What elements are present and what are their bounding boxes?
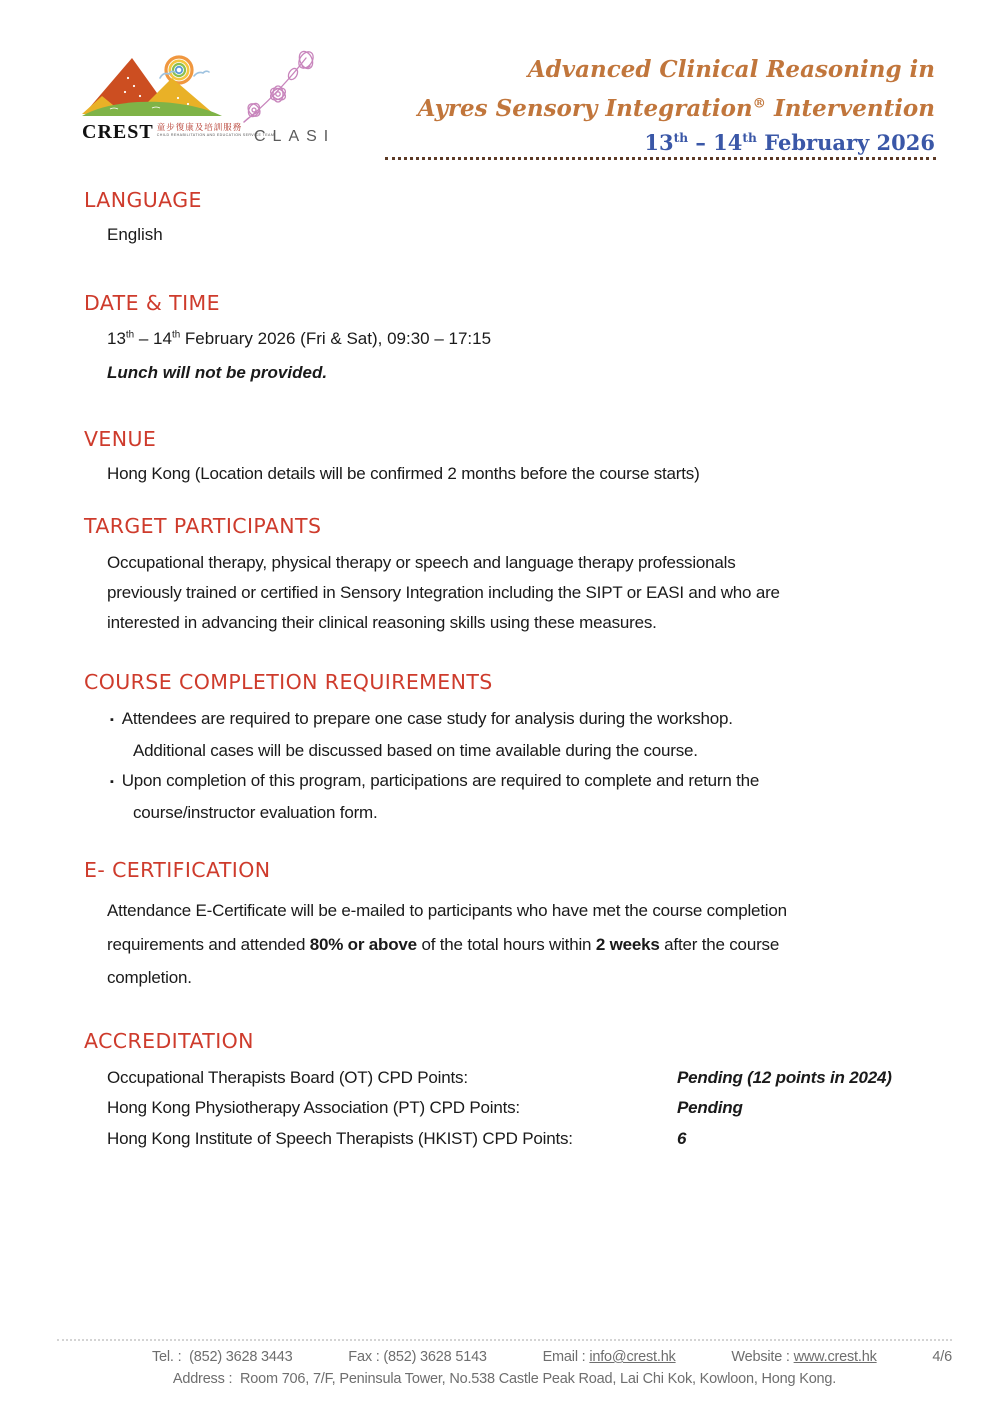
footer-address: Room 706, 7/F, Peninsula Tower, No.538 Castle Peak Road, Lai Chi Kok, Kowloon, Hong Kong.: [239, 1371, 837, 1387]
accreditation-row: [107, 1124, 935, 1155]
emphasis-text: 80% or above: [309, 934, 417, 954]
target-participants-paragraph: [107, 548, 935, 638]
footer-fax: Fax : (852) 3628 5143: [348, 1349, 487, 1365]
clasi-logo: [240, 48, 336, 145]
accreditation-value: Pending (12 points in 2024): [677, 1067, 892, 1087]
paragraph-line: requirements and attended 80% or above of the total hours within 2 weeks after the course: [107, 934, 780, 954]
square-bullet-icon: ▪: [110, 776, 114, 788]
lunch-note: Lunch will not be provided.: [107, 363, 328, 382]
list-item: ▪ Upon completion of this program, participations are required to complete and return the: [110, 771, 760, 790]
venue-value: Hong Kong (Location details will be confirmed 2 months before the course starts): [107, 464, 700, 483]
footer-dotted-divider: [57, 1339, 952, 1341]
course-date: 13th – 14th February 2026: [644, 130, 935, 155]
accreditation-row: [107, 1093, 935, 1124]
accreditation-label: Hong Kong Institute of Speech Therapists (HKIST) CPD Points:: [107, 1128, 573, 1148]
accreditation-label: Hong Kong Physiotherapy Association (PT) CPD Points:: [107, 1098, 520, 1117]
emphasis-text: 2 weeks: [595, 934, 660, 954]
crest-chinese-name: 童步復康及培訓服務: [156, 122, 243, 132]
language-heading: LANGUAGE: [84, 188, 202, 212]
footer-address-line: Address : Room 706, 7/F, Peninsula Tower, No.538 Castle Peak Road, Lai Chi Kok, Kowloon, Hong Kong.: [172, 1371, 837, 1387]
venue-heading: VENUE: [84, 427, 157, 451]
email-link[interactable]: info@crest.hk: [589, 1349, 676, 1365]
page-footer: [57, 1339, 952, 1387]
e-certification-paragraph: [107, 894, 935, 995]
paragraph-line: Occupational therapy, physical therapy or speech and language therapy professionals: [107, 553, 736, 572]
website-link[interactable]: www.crest.hk: [793, 1349, 877, 1365]
course-title-line2: Ayres Sensory Integration® Intervention: [417, 95, 935, 122]
crest-caption: CHILD REHABILITATION AND EDUCATION SERVICE TEAM: [156, 133, 275, 137]
accreditation-label: Occupational Therapists Board (OT) CPD Points:: [107, 1067, 468, 1087]
document-body: [0, 188, 992, 1154]
footer-tel: Tel. : (852) 3628 3443: [152, 1349, 293, 1365]
date-time-heading: DATE & TIME: [84, 291, 220, 315]
paragraph-line: interested in advancing their clinical reasoning skills using these measures.: [107, 613, 657, 632]
course-completion-list: [107, 704, 935, 828]
list-item-continuation: Additional cases will be discussed based on time available during the course.: [133, 740, 698, 760]
list-item: ▪ Attendees are required to prepare one case study for analysis during the workshop.: [110, 709, 733, 728]
e-certification-heading: E- CERTIFICATION: [84, 858, 271, 882]
header-dotted-divider: [385, 157, 936, 160]
paragraph-line: completion.: [107, 968, 192, 987]
page-number: 4/6: [932, 1349, 952, 1365]
paragraph-line: Attendance E-Certificate will be e-mailed to participants who have met the course completion: [107, 901, 787, 920]
footer-contact-line: [57, 1349, 952, 1365]
crest-mountain-sun-icon: [82, 52, 222, 116]
page-header: [0, 0, 992, 163]
accreditation-table: [107, 1063, 935, 1155]
list-item-continuation: course/instructor evaluation form.: [133, 802, 378, 822]
target-participants-heading: TARGET PARTICIPANTS: [84, 514, 322, 538]
course-title-block: [418, 50, 935, 157]
registered-trademark-symbol: ®: [752, 95, 766, 112]
language-value: English: [107, 225, 163, 244]
clasi-wordmark: CLASI: [254, 128, 336, 145]
crest-wordmark: [82, 121, 275, 143]
accreditation-heading: ACCREDITATION: [84, 1028, 254, 1053]
footer-website: Website : www.crest.hk: [731, 1349, 877, 1365]
accreditation-value: Pending: [677, 1098, 743, 1117]
course-title-line1: Advanced Clinical Reasoning in: [527, 56, 935, 83]
crest-acronym: CREST: [82, 121, 154, 143]
date-time-value: 13th – 14th February 2026 (Fri & Sat), 09:30 – 17:15: [107, 329, 492, 348]
crest-logo: [82, 52, 275, 143]
course-completion-heading: COURSE COMPLETION REQUIREMENTS: [84, 670, 493, 694]
footer-email: Email : info@crest.hk: [542, 1349, 676, 1365]
square-bullet-icon: ▪: [110, 714, 114, 726]
accreditation-row: [107, 1063, 935, 1094]
accreditation-value: 6: [677, 1128, 687, 1148]
paragraph-line: previously trained or certified in Sensory Integration including the SIPT or EASI and who are: [107, 583, 780, 602]
clasi-flower-icon: [240, 48, 326, 124]
